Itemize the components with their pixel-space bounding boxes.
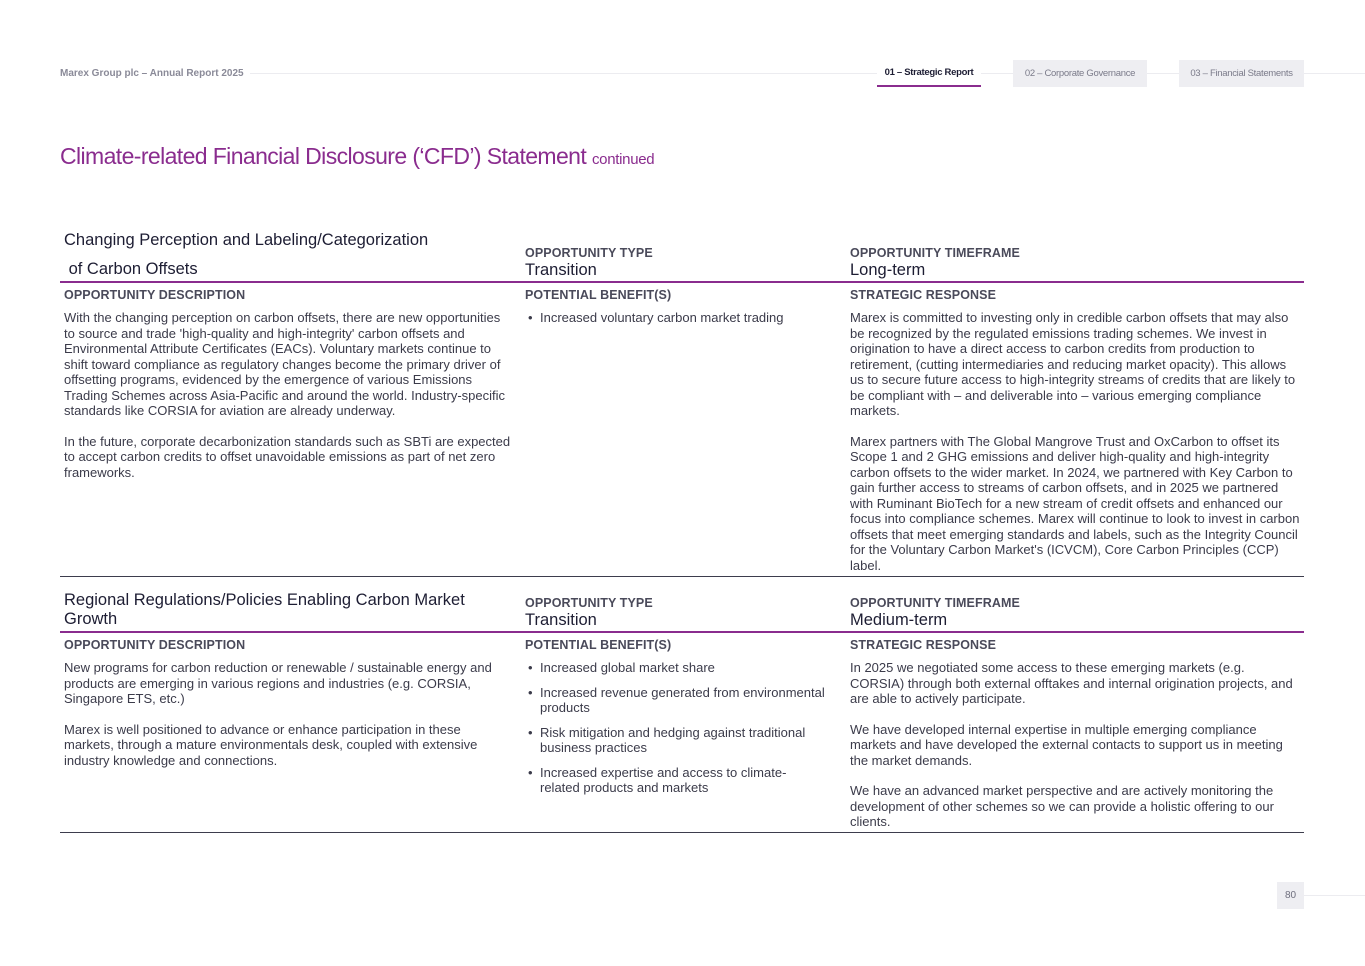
opportunity-type-value: Transition [525,261,597,279]
opportunity-description-label: OPPORTUNITY DESCRIPTION [64,288,246,302]
page-title [60,143,654,170]
bullet-icon: • [528,724,533,740]
footer-divider [1304,895,1365,896]
response-paragraph: We have an advanced market perspective and are actively monitoring the development of other schemes so we can provide a holistic offering to our clients. [850,783,1274,829]
page-title-main: Climate-related Financial Disclosure (‘CFD’) Statement [60,143,587,169]
response-paragraph: We have developed internal expertise in multiple emerging compliance markets and have developed the external contacts to support us in meeting the market demands. [850,721,1283,768]
benefit-item: • Increased revenue generated from environmental products [528,684,825,715]
section-bottom-rule [60,576,1304,577]
section-bottom-rule [60,832,1304,833]
opportunity-timeframe-label: OPPORTUNITY TIMEFRAME [850,246,1020,260]
bullet-icon: • [528,684,533,700]
benefit-item: • Increased expertise and access to climate-related products and markets [528,764,787,795]
opportunity-type-value: Transition [525,611,597,629]
potential-benefits-label: POTENTIAL BENEFIT(S) [525,288,672,302]
opportunity-section-regional-regulations [60,588,1304,834]
potential-benefits-list [525,660,825,805]
description-paragraph: In the future, corporate decarbonization standards such as SBTi are expected to accept carbon credits to offset unavoidable emissions as part of net zero frameworks. [64,433,511,480]
tab-strategic-report[interactable]: 01 – Strategic Report [877,60,981,87]
response-paragraph: Marex is committed to investing only in credible carbon offsets that may also be recognized by the regulated emissions trading schemes. We invest in origination to have a direct access to carbon credits from production to retirement, (cutting intermediaries and reducing market opacity). This allows us to secure future access to high-integrity streams of credits that are likely to be compliant with – and deliverable into – various emerging compliance markets. [850,310,1296,418]
description-paragraph: New programs for carbon reduction or renewable / sustainable energy and products are emerging in various regions and industries (e.g. CORSIA, Singapore ETS, etc.) [64,660,492,706]
section-header-rule [60,281,1304,283]
bullet-icon: • [528,310,533,325]
strategic-response [850,660,1300,845]
benefit-item: • Increased voluntary carbon market trading [528,310,784,325]
section-title-line1: Changing Perception and Labeling/Categorization [64,231,429,249]
section-title-line2: of Carbon Offsets [64,260,198,278]
section-header-rule [60,631,1304,633]
document-label: Marex Group plc – Annual Report 2025 [60,68,244,79]
section-title-line2: Growth [64,610,118,628]
opportunity-type-label: OPPORTUNITY TYPE [525,246,653,260]
tab-corporate-governance[interactable]: 02 – Corporate Governance [1013,60,1147,87]
tab-financial-statements[interactable]: 03 – Financial Statements [1179,60,1304,87]
bullet-icon: • [528,764,533,780]
strategic-response [850,310,1300,588]
page-number: 80 [1277,882,1304,909]
response-paragraph: Marex partners with The Global Mangrove Trust and OxCarbon to offset its Scope 1 and 2 GHG emissions and deliver high-quality and high-integrity carbon offsets to the wider market. In 2024, we partnered with Key Carbon to gain further access to streams of carbon offsets, and in 2025 we partnered with Ruminant BioTech for a new stream of credit offsets and enhanced our focus into compliance schemes. Marex will continue to look to invest in carbon offsets that meet emerging standards and labels, such as the Integrity Council for the Voluntary Carbon Market's (ICVCM), Core Carbon Principles (CCP) label. [850,433,1300,573]
opportunity-timeframe-label: OPPORTUNITY TIMEFRAME [850,596,1020,610]
benefit-item: • Increased global market share [528,660,715,675]
benefit-item: • Risk mitigation and hedging against traditional business practices [528,724,806,755]
page-title-suffix: continued [591,151,655,168]
opportunity-description [64,660,514,783]
opportunity-description-label: OPPORTUNITY DESCRIPTION [64,638,246,652]
response-paragraph: In 2025 we negotiated some access to these emerging markets (e.g. CORSIA) through both external offtakes and internal origination projects, and are able to actively participate. [850,660,1293,706]
potential-benefits-label: POTENTIAL BENEFIT(S) [525,638,672,652]
bullet-icon: • [528,660,533,675]
opportunity-timeframe-value: Long-term [850,261,926,279]
strategic-response-label: STRATEGIC RESPONSE [850,288,997,302]
potential-benefits-list [525,310,825,335]
opportunity-type-label: OPPORTUNITY TYPE [525,596,653,610]
section-title-line1: Regional Regulations/Policies Enabling Carbon Market [64,591,465,609]
description-paragraph: Marex is well positioned to advance or enhance participation in these markets, through a mature environmentals desk, coupled with extensive industry knowledge and connections. [64,721,478,768]
opportunity-timeframe-value: Medium-term [850,611,948,629]
strategic-response-label: STRATEGIC RESPONSE [850,638,997,652]
description-paragraph: With the changing perception on carbon offsets, there are new opportunities to source and trade 'high-quality and high-integrity' carbon offsets and Environmental Attribute Certificates (EACs). Voluntary markets continue to shift toward compliance as regulatory changes become the primary driver of offsetting programs, evidenced by the emergence of various Emissions Trading Schemes across Asia-Pacific and around the world. Industry-specific standards like CORSIA for aviation are already underway. [64,310,505,418]
opportunity-section-carbon-offsets [60,228,1304,578]
opportunity-description [64,310,514,495]
